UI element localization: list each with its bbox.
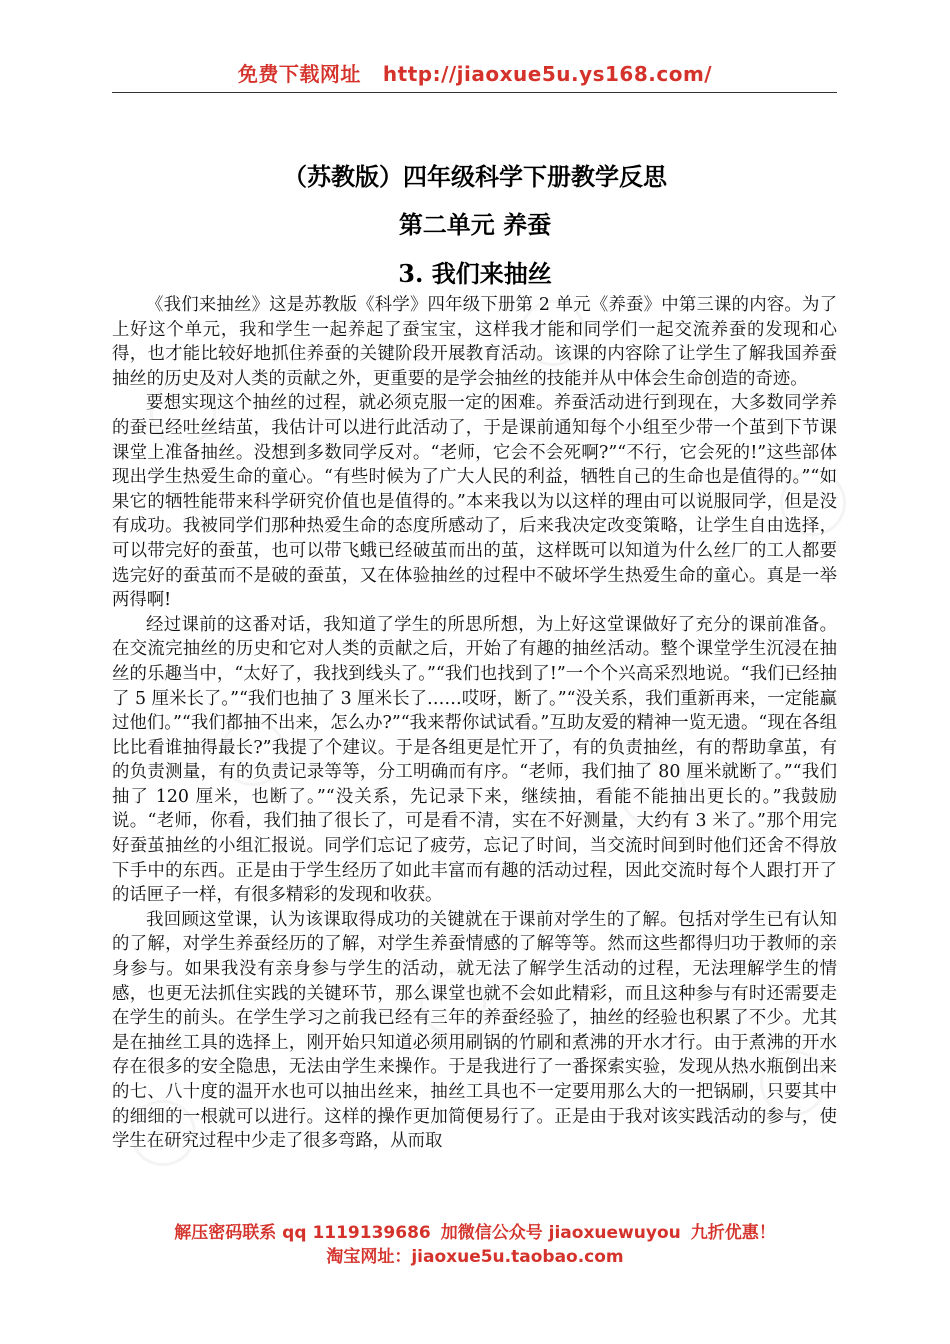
paragraph-2: 要想实现这个抽丝的过程，就必须克服一定的困难。养蚕活动进行到现在，大多数同学养的蚕已经吐丝结茧，我估计可以进行此活动了，于是课前通知每个小组至少带一个茧到下节课课堂上准备抽丝。没想到多数同学反对。“老师，它会不会死啊?”“不行，它会死的!”这些部体现出学生热爱生命的童心。“有些时候为了广大人民的利益，牺牲自己的生命也是值得的。”“如果它的牺牲能带来科学研究价值也是值得的。”本来我以为以这样的理由可以说服同学，但是没有成功。我被同学们那种热爱生命的态度所感动了，后来我决定改变策略，让学生自由选择，可以带完好的蚕茧，也可以带飞蛾已经破茧而出的茧，这样既可以知道为什么丝厂的工人都要选完好的蚕茧而不是破的蚕茧，又在体验抽丝的过程中不破坏学生热爱生命的童心。真是一举两得啊! [112, 393, 837, 611]
header-divider [112, 92, 837, 93]
footer-contact [0, 1218, 950, 1243]
lesson-title: 3. 我们来抽丝 [398, 259, 552, 288]
article-body [112, 293, 837, 1154]
paragraph-3: 经过课前的这番对话，我知道了学生的所思所想，为上好这堂课做好了充分的课前准备。在交流完抽丝的历史和它对人类的贡献之后，开始了有趣的抽丝活动。整个课堂学生沉浸在抽丝的乐趣当中，“太好了，我找到线头了。”“我们也找到了!”一个个兴高采烈地说。“我们已经抽了 5 厘米长了。”“我们也抽了 3 厘米长了……哎呀，断了。”“没关系，我们重新再来，一定能赢过他们。”“我们都抽不出来，怎么办?”“我来帮你试试看。”互助友爱的精神一览无遗。“现在各组比比看谁抽得最长?”我提了个建议。于是各组更是忙开了，有的负责抽丝，有的帮助拿茧，有的负责测量，有的负责记录等等，分工明确而有序。“老师，我们抽了 80 厘米就断了。”“我们抽了 120 厘米，也断了。”“没关系，先记录下来，继续抽，看能不能抽出更长的。”我鼓励说。“老师，你看，我们抽了很长了，可是看不清，实在不好测量，大约有 3 米了。”那个用完好蚕茧抽丝的小组汇报说。同学们忘记了疲劳，忘记了时间，当交流时间到时他们还舍不得放下手中的东西。正是由于学生经历了如此丰富而有趣的活动过程，因此交流时每个人跟打开了的话匣子一样，有很多精彩的发现和收获。 [112, 614, 837, 906]
download-header [0, 58, 950, 87]
document-title: （苏教版）四年级科学下册教学反思 [283, 162, 667, 191]
footer-discount: 九折优惠！ [690, 1223, 776, 1243]
paragraph-4: 我回顾这堂课，认为该课取得成功的关键就在于课前对学生的了解。包括对学生已有认知的了解，对学生养蚕经历的了解，对学生养蚕情感的了解等等。然而这些都得归功于教师的亲身参与。如果我没有亲身参与学生的活动，就无法了解学生活动的过程，无法理解学生的情感，也更无法抓住实践的关键环节，那么课堂也就不会如此精彩，而且这种参与有时还需要走在学生的前头。在学生学习之前我已经有三年的养蚕经验了，抽丝的经验也积累了不少。尤其是在抽丝工具的选择上，刚开始只知道必须用刷锅的竹刷和煮沸的开水才行。由于煮沸的开水存在很多的安全隐患，无法由学生来操作。于是我进行了一番探索实验，发现从热水瓶倒出来的七、八十度的温开水也可以抽出丝来，抽丝工具也不一定要用那么大的一把锅刷，只要其中的细细的一根就可以进行。这样的操作更加简便易行了。正是由于我对该实践活动的参与，使学生在研究过程中少走了很多弯路，从而取 [112, 909, 837, 1152]
header-label: 免费下载网址 [237, 62, 361, 86]
footer-qq: 解压密码联系 qq 1119139686 [174, 1223, 431, 1243]
paragraph-1: 《我们来抽丝》这是苏教版《科学》四年级下册第 2 单元《养蚕》中第三课的内容。为了上好这个单元，我和学生一起养起了蚕宝宝，这样我才能和同学们一起交流养蚕的发现和心得，也才能比较好地抓住养蚕的关键阶段开展教育活动。该课的内容除了让学生了解我国养蚕抽丝的历史及对人类的贡献之外，更重要的是学会抽丝的技能并从中体会生命创造的奇迹。 [112, 295, 837, 389]
footer-wechat: 加微信公众号 jiaoxuewuyou [440, 1223, 681, 1243]
footer-taobao-link[interactable]: 淘宝网址：jiaoxue5u.taobao.com [326, 1247, 624, 1267]
header-url-link[interactable]: http://jiaoxue5u.ys168.com/ [382, 62, 713, 86]
unit-title: 第二单元 养蚕 [398, 210, 552, 239]
